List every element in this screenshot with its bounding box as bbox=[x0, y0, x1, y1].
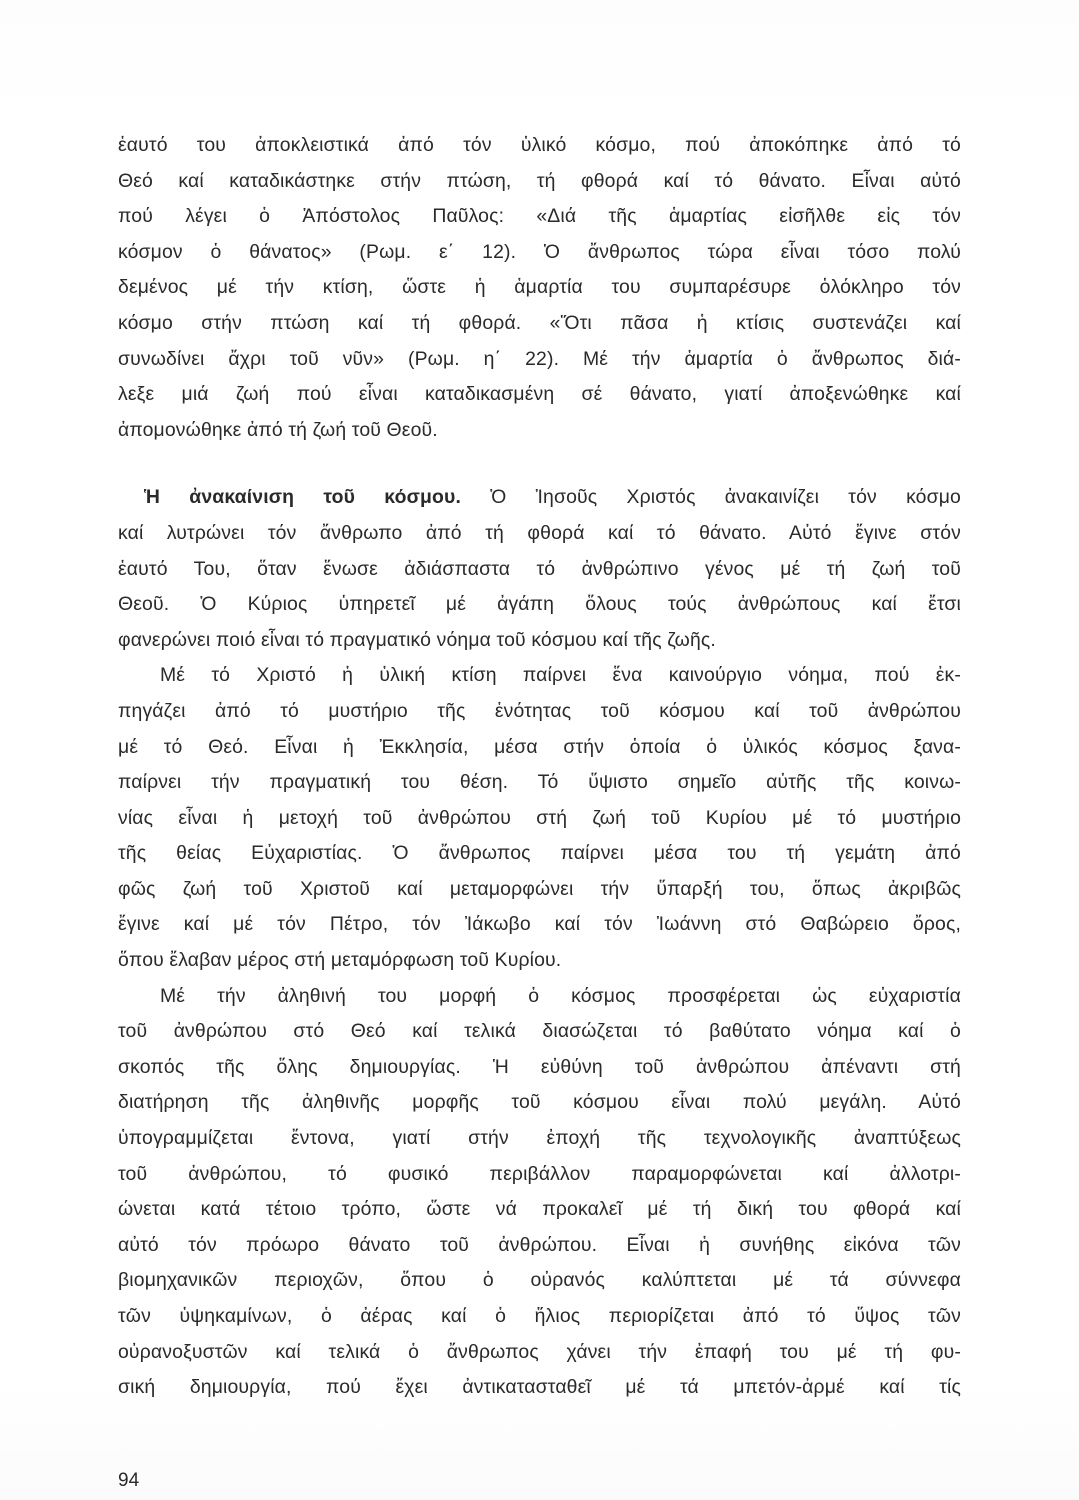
text-line: συνωδίνει ἄχρι τοῦ νῦν» (Ρωμ. η΄ 22). Μέ τήν ἁμαρτία ὁ ἄνθρωπος διά- bbox=[118, 347, 961, 370]
text-line: πηγάζει ἀπό τό μυστήριο τῆς ἑνότητας τοῦ κόσμου καί τοῦ ἀνθρώπου bbox=[118, 699, 961, 722]
paragraph-gap bbox=[118, 448, 961, 480]
text-line: ὅπου ἔλαβαν μέρος στή μεταμόρφωση τοῦ Κυρίου. bbox=[118, 949, 562, 972]
text-line: φανερώνει ποιό εἶναι τό πραγματικό νόημα τοῦ κόσμου καί τῆς ζωῆς. bbox=[118, 628, 716, 651]
text-line: ἑαυτό του ἀποκλειστικά ἀπό τόν ὑλικό κόσμο, πού ἀποκόπηκε ἀπό τό bbox=[118, 134, 961, 156]
text-line: διατήρηση τῆς ἀληθινῆς μορφῆς τοῦ κόσμου εἶναι πολύ μεγάλη. Αὐτό bbox=[118, 1091, 961, 1114]
text-line: τῶν ὑψηκαμίνων, ὁ ἀέρας καί ὁ ἥλιος περιορίζεται ἀπό τό ὕψος τῶν bbox=[118, 1305, 961, 1327]
section-heading: Ἡ ἀνακαίνιση τοῦ κόσμου. bbox=[144, 486, 461, 509]
text-line: τῆς θείας Εὐχαριστίας. Ὁ ἄνθρωπος παίρνει μέσα του τή γεμάτη ἀπό bbox=[118, 842, 961, 865]
paragraph-1 bbox=[118, 128, 961, 448]
text-line: βιομηχανικῶν περιοχῶν, ὅπου ὁ οὐρανός καλύπτεται μέ τά σύννεφα bbox=[118, 1269, 961, 1292]
text-line: Μέ τήν ἀληθινή του μορφή ὁ κόσμος προσφέρεται ὡς εὐχαριστία bbox=[160, 984, 961, 1007]
text-line: τοῦ ἀνθρώπου, τό φυσικό περιβάλλον παραμορφώνεται καί ἀλλοτρι- bbox=[118, 1162, 961, 1185]
text-line: ὑπογραμμίζεται ἔντονα, γιατί στήν ἐποχή τῆς τεχνολογικῆς ἀναπτύξεως bbox=[118, 1127, 961, 1150]
text-line: δεμένος μέ τήν κτίση, ὥστε ἡ ἁμαρτία του συμπαρέσυρε ὁλόκληρο τόν bbox=[118, 276, 961, 299]
text-line: φῶς ζωή τοῦ Χριστοῦ καί μεταμορφώνει τήν ὕπαρξή του, ὅπως ἀκριβῶς bbox=[118, 877, 961, 900]
text-line: τοῦ ἀνθρώπου στό Θεό καί τελικά διασώζεται τό βαθύτατο νόημα καί ὁ bbox=[118, 1020, 961, 1043]
text-line: οὐρανοξυστῶν καί τελικά ὁ ἄνθρωπος χάνει τήν ἐπαφή του μέ τή φυ- bbox=[118, 1340, 961, 1363]
text-line: ώνεται κατά τέτοιο τρόπο, ὥστε νά προκαλεῖ μέ τή δική του φθορά καί bbox=[118, 1198, 961, 1221]
text-line: παίρνει τήν πραγματική του θέση. Τό ὕψιστο σημεῖο αὐτῆς τῆς κοινω- bbox=[118, 771, 961, 794]
text-line: Θεοῦ. Ὁ Κύριος ὑπηρετεῖ μέ ἀγάπη ὅλους τούς ἀνθρώπους καί ἔτσι bbox=[118, 593, 961, 616]
text-line: Θεό καί καταδικάστηκε στήν πτώση, τή φθορά καί τό θάνατο. Εἶναι αὐτό bbox=[118, 169, 961, 192]
text-line: ἔγινε καί μέ τόν Πέτρο, τόν Ἰάκωβο καί τόν Ἰωάννη στό Θαβώρειο ὄρος, bbox=[118, 913, 961, 936]
text-line: Μέ τό Χριστό ἡ ὑλική κτίση παίρνει ἕνα καινούργιο νόημα, πού ἐκ- bbox=[160, 664, 961, 687]
text-line: λεξε μιά ζωή πού εἶναι καταδικασμένη σέ θάνατο, γιατί ἀποξενώθηκε καί bbox=[118, 383, 961, 406]
page-number: 94 bbox=[118, 1470, 140, 1491]
body-text bbox=[118, 128, 961, 1406]
text-line: καί λυτρώνει τόν ἄνθρωπο ἀπό τή φθορά καί τό θάνατο. Αὐτό ἔγινε στόν bbox=[118, 521, 961, 544]
text-line: ἑαυτό Του, ὅταν ἕνωσε ἀδιάσπαστα τό ἀνθρώπινο γένος μέ τή ζωή τοῦ bbox=[118, 557, 961, 580]
text-line: ἀπομονώθηκε ἀπό τή ζωή τοῦ Θεοῦ. bbox=[118, 418, 438, 441]
text-line: πού λέγει ὁ Ἀπόστολος Παῦλος: «Διά τῆς ἁμαρτίας εἰσῆλθε εἰς τόν bbox=[118, 205, 961, 228]
text-line: κόσμον ὁ θάνατος» (Ρωμ. ε΄ 12). Ὁ ἄνθρωπος τώρα εἶναι τόσο πολύ bbox=[118, 240, 961, 263]
section-first-line-text: Ὁ Ἰησοῦς Χριστός ἀνακαινίζει τόν κόσμο bbox=[490, 486, 961, 509]
text-line: μέ τό Θεό. Εἶναι ἡ Ἐκκλησία, μέσα στήν ὁποία ὁ ὑλικός κόσμος ξανα- bbox=[118, 735, 961, 758]
text-line: κόσμο στήν πτώση καί τή φθορά. «Ὅτι πᾶσα ἡ κτίσις συστενάζει καί bbox=[118, 311, 961, 334]
section-first-line bbox=[118, 480, 961, 516]
text-line: σκοπός τῆς ὅλης δημιουργίας. Ἡ εὐθύνη τοῦ ἀνθρώπου ἀπέναντι στή bbox=[118, 1055, 961, 1078]
paragraph-2 bbox=[118, 480, 961, 658]
text-line: σική δημιουργία, πού ἔχει ἀντικατασταθεῖ μέ τά μπετόν-ἀρμέ καί τίς bbox=[118, 1376, 961, 1399]
paragraph-3 bbox=[118, 658, 961, 978]
paragraph-4 bbox=[118, 979, 961, 1406]
text-line: αὐτό τόν πρόωρο θάνατο τοῦ ἀνθρώπου. Εἶναι ἡ συνήθης εἰκόνα τῶν bbox=[118, 1233, 961, 1256]
text-line: νίας εἶναι ἡ μετοχή τοῦ ἀνθρώπου στή ζωή τοῦ Κυρίου μέ τό μυστήριο bbox=[118, 806, 961, 829]
